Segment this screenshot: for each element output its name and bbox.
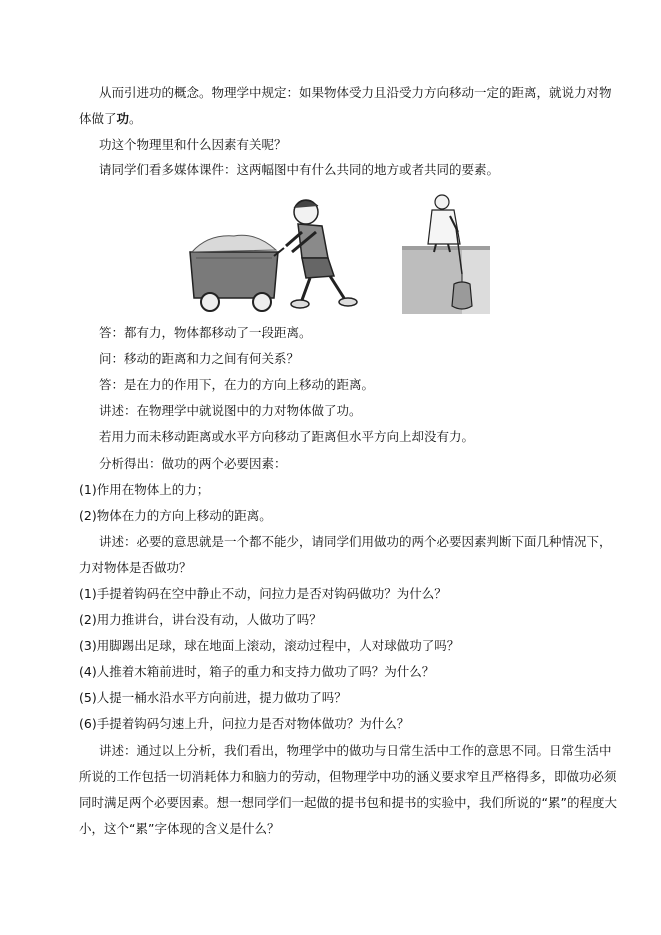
paragraph-line: 力对物体是否做功？: [79, 560, 192, 575]
case-item: (4)人推着木箱前进时，箱子的重力和支持力做功了吗？为什么？: [79, 664, 435, 679]
paragraph-line: 若用力而未移动距离或水平方向移动了距离但水平方向上却没有力。: [99, 429, 475, 444]
case-item: (2)用力推讲台，讲台没有动，人做功了吗？: [79, 612, 322, 627]
man-holding-bag-illustration: [400, 188, 492, 316]
paragraph-line: 讲述：必要的意思就是一个都不能少，请同学们用做功的两个必要因素判断下面几种情况下，: [99, 534, 612, 549]
paragraph-line: 讲述：通过以上分析，我们看出，物理学中的做功与日常生活中工作的意思不同。日常生活中: [99, 743, 612, 758]
paragraph-line: 分析得出：做功的两个必要因素：: [99, 456, 287, 471]
question-line: 功这个物理里和什么因素有关呢？: [99, 137, 287, 152]
paragraph-line: 所说的工作包括一切消耗体力和脑力的劳动，但物理学中功的涵义要求窄且严格得多，即做功必须: [79, 769, 617, 784]
paragraph-line: 体做了功。: [79, 111, 142, 126]
paragraph-line: 讲述：在物理学中就说图中的力对物体做了功。: [99, 403, 362, 418]
answer-line: 答：都有力，物体都移动了一段距离。: [99, 325, 312, 340]
factor-item: (1)作用在物体上的力；: [79, 482, 210, 497]
question-line: 请同学们看多媒体课件：这两幅图中有什么共同的地方或者共同的要素。: [99, 162, 500, 177]
paragraph-line: 从而引进功的概念。物理学中规定：如果物体受力且沿受力方向移动一定的距离，就说力对物: [99, 85, 612, 100]
figure-boy-pushing-cart: [186, 188, 436, 316]
case-item: (5)人提一桶水沿水平方向前进，提力做功了吗？: [79, 690, 347, 705]
case-item: (6)手提着钩码匀速上升，问拉力是否对物体做功？为什么？: [79, 716, 410, 731]
term-work: 功: [116, 111, 130, 126]
answer-line: 答：是在力的作用下，在力的方向上移动的距离。: [99, 377, 375, 392]
boy-pushing-cart-illustration: [186, 188, 376, 316]
figure-man-holding-bag: [400, 188, 492, 316]
paragraph-line: 小，这个“累”字体现的含义是什么？: [79, 821, 280, 836]
paragraph-line: 同时满足两个必要因素。想一想同学们一起做的提书包和提书的实验中，我们所说的“累”的程度大: [79, 795, 617, 810]
case-item: (3)用脚踢出足球，球在地面上滚动，滚动过程中，人对球做功了吗？: [79, 638, 460, 653]
factor-item: (2)物体在力的方向上移动的距离。: [79, 508, 272, 523]
case-item: (1)手提着钩码在空中静止不动，问拉力是否对钩码做功？为什么？: [79, 586, 447, 601]
question-line: 问：移动的距离和力之间有何关系？: [99, 351, 300, 366]
